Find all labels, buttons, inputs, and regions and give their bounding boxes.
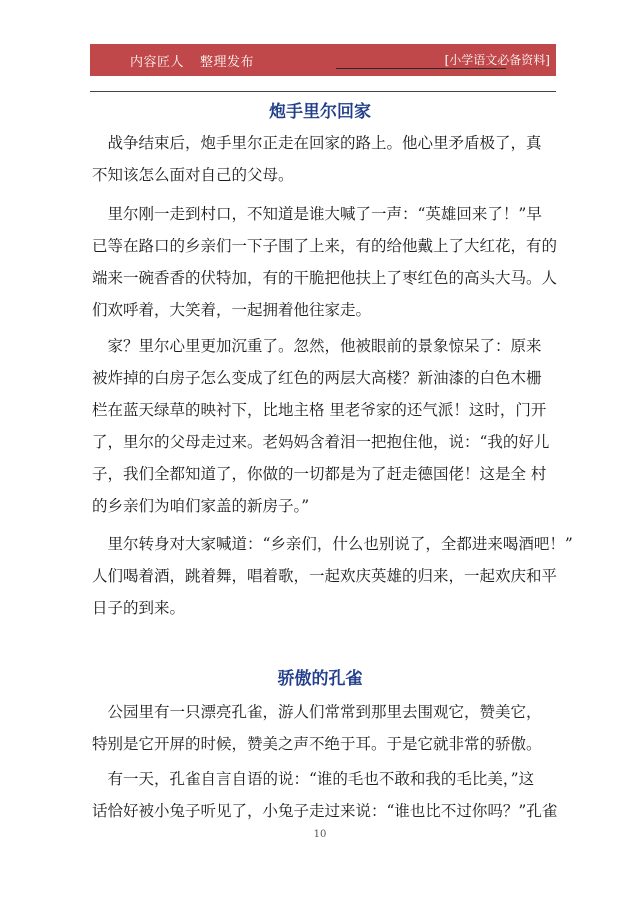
text-line: 公园里有一只漂亮孔雀，游人们常常到那里去围观它，赞美它， bbox=[92, 703, 542, 721]
text-line: 端来一碗香香的伏特加，有的干脆把他扶上了枣红色的高头大马。人 bbox=[92, 269, 558, 287]
story1-paragraph-1 bbox=[92, 127, 550, 191]
page-number: 10 bbox=[313, 829, 327, 840]
text-line: 栏在蓝天绿草的映衬下，比地主格 里老爷家的还气派！这时，门开 bbox=[92, 401, 547, 419]
header-tag: [小学语文必备资料] bbox=[444, 53, 550, 67]
story1-paragraph-3 bbox=[92, 330, 550, 522]
story2-paragraph-1 bbox=[92, 696, 550, 760]
text-line: 不知该怎么面对自己的父母。 bbox=[92, 166, 294, 184]
text-line: 里尔转身对大家喊道：“乡亲们，什么也别说了，全都进来喝酒吧！” bbox=[92, 535, 573, 553]
text-line: 人们喝着酒，跳着舞，唱着歌，一起欢庆英雄的归来，一起欢庆和平 bbox=[92, 567, 558, 585]
text-line: 日子的到来。 bbox=[92, 599, 186, 617]
text-line: 被炸掉的白房子怎么变成了红色的两层大高楼？新油漆的白色木栅 bbox=[92, 369, 542, 387]
text-line: 有一天，孔雀自言自语的说：“谁的毛也不敢和我的毛比美，”这 bbox=[92, 770, 535, 788]
header-publisher bbox=[130, 51, 254, 70]
story1-title: 炮手里尔回家 bbox=[269, 102, 371, 122]
header-rule bbox=[90, 91, 556, 92]
text-line: 战争结束后，炮手里尔正走在回家的路上。他心里矛盾极了，真 bbox=[92, 134, 542, 152]
text-line: 家？里尔心里更加沉重了。忽然，他被眼前的景象惊呆了：原来 bbox=[92, 337, 542, 355]
release-label: 整理发布 bbox=[200, 55, 255, 70]
story1-paragraph-4 bbox=[92, 528, 573, 624]
story2-title: 骄傲的孔雀 bbox=[277, 669, 363, 689]
header-banner bbox=[90, 44, 556, 76]
text-line: 特别是它开屏的时候，赞美之声不绝于耳。于是它就非常的骄傲。 bbox=[92, 735, 542, 753]
header-underline bbox=[336, 68, 506, 69]
text-line: 了，里尔的父母走过来。老妈妈含着泪一把抱住他，说：“我的好儿 bbox=[92, 433, 550, 451]
story2-paragraph-2 bbox=[92, 763, 558, 827]
publisher-name: 内容匠人 bbox=[130, 55, 185, 70]
text-line: 们欢呼着，大笑着，一起拥着他往家走。 bbox=[92, 301, 372, 319]
text-line: 已等在路口的乡亲们一下子围了上来，有的给他戴上了大红花，有的 bbox=[92, 237, 558, 255]
text-line: 话恰好被小兔子听见了，小兔子走过来说：“谁也比不过你吗？”孔雀 bbox=[92, 802, 558, 820]
text-line: 子，我们全都知道了，你做的一切都是为了赶走德国佬！这是全 村 bbox=[92, 465, 547, 483]
story1-paragraph-2 bbox=[92, 198, 558, 326]
text-line: 的乡亲们为咱们家盖的新房子。” bbox=[92, 497, 310, 515]
text-line: 里尔刚一走到村口，不知道是谁大喊了一声：“英雄回来了！”早 bbox=[92, 205, 542, 223]
